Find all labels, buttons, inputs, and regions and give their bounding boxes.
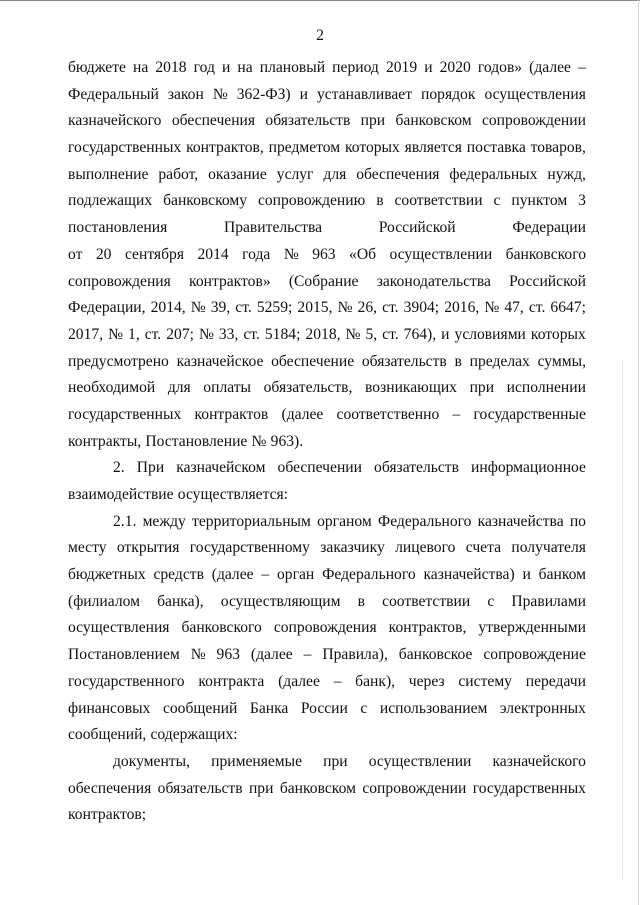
body-text <box>68 57 586 831</box>
text-line: контрактов; <box>68 806 147 824</box>
text-line: 2017, № 1, ст. 207; № 33, ст. 5184; 2018, № 5, ст. 764), и условиями которых <box>68 325 586 343</box>
text-line: бюджете на 2018 год и на плановый период 2019 и 2020 годов» (далее – <box>68 59 586 76</box>
text-line: сообщений, содержащих: <box>68 726 238 744</box>
scan-right-edge <box>638 0 639 905</box>
text-line: документы, применяемые при осуществлении казначейского <box>113 752 586 770</box>
text-line: взаимодействие осуществляется: <box>68 486 288 503</box>
text-line: бюджетных средств (далее – орган Федерального казначейства) и банком <box>68 566 586 584</box>
text-line: казначейского обеспечения обязательств при банковском сопровождении <box>68 112 586 130</box>
text-line: Постановлением № 963 (далее – Правила), банковское сопровождение <box>68 646 586 664</box>
text-line: 2. При казначейском обеспечении обязательств информационное <box>113 459 586 477</box>
text-line: постановления Правительства Российской Федерации <box>68 219 586 237</box>
text-line: выполнение работ, оказание услуг для обеспечения федеральных нужд, <box>68 165 586 183</box>
text-line: предусмотрено казначейское обеспечение обязательств в пределах суммы, <box>68 352 586 370</box>
page-number: 2 <box>316 27 324 44</box>
text-line: осуществления банковского сопровождения контрактов, утвержденными <box>68 619 586 637</box>
text-line: (филиалом банка), осуществляющим в соответствии с Правилами <box>68 592 586 610</box>
text-line: финансовых сообщений Банка России с использованием электронных <box>68 699 586 717</box>
text-line: Федеральный закон № 362-ФЗ) и устанавливает порядок осуществления <box>68 85 586 103</box>
text-line: подлежащих банковскому сопровождению в соответствии с пунктом 3 <box>68 192 586 210</box>
text-line: обеспечения обязательств при банковском сопровождении государственных <box>68 779 586 797</box>
text-line: контракты, Постановление № 963). <box>68 432 304 450</box>
text-line: 2.1. между территориальным органом Федерального казначейства по <box>113 512 586 530</box>
text-line: сопровождения контрактов» (Собрание законодательства Российской <box>68 272 586 290</box>
text-line: от 20 сентября 2014 года № 963 «Об осуществлении банковского <box>68 245 586 263</box>
text-line: необходимой для оплаты обязательств, возникающих при исполнении <box>68 379 586 397</box>
text-line: государственных контрактов, предметом которых является поставка товаров, <box>68 139 586 157</box>
scan-top-edge <box>0 0 640 1</box>
scan-margin-dots <box>622 360 624 880</box>
text-line: государственного контракта (далее – банк), через систему передачи <box>68 672 586 690</box>
text-line: месту открытия государственному заказчику лицевого счета получателя <box>68 539 586 557</box>
text-line: государственных контрактов (далее соответственно – государственные <box>68 405 586 423</box>
text-line: Федерации, 2014, № 39, ст. 5259; 2015, № 26, ст. 3904; 2016, № 47, ст. 6647; <box>68 299 586 317</box>
